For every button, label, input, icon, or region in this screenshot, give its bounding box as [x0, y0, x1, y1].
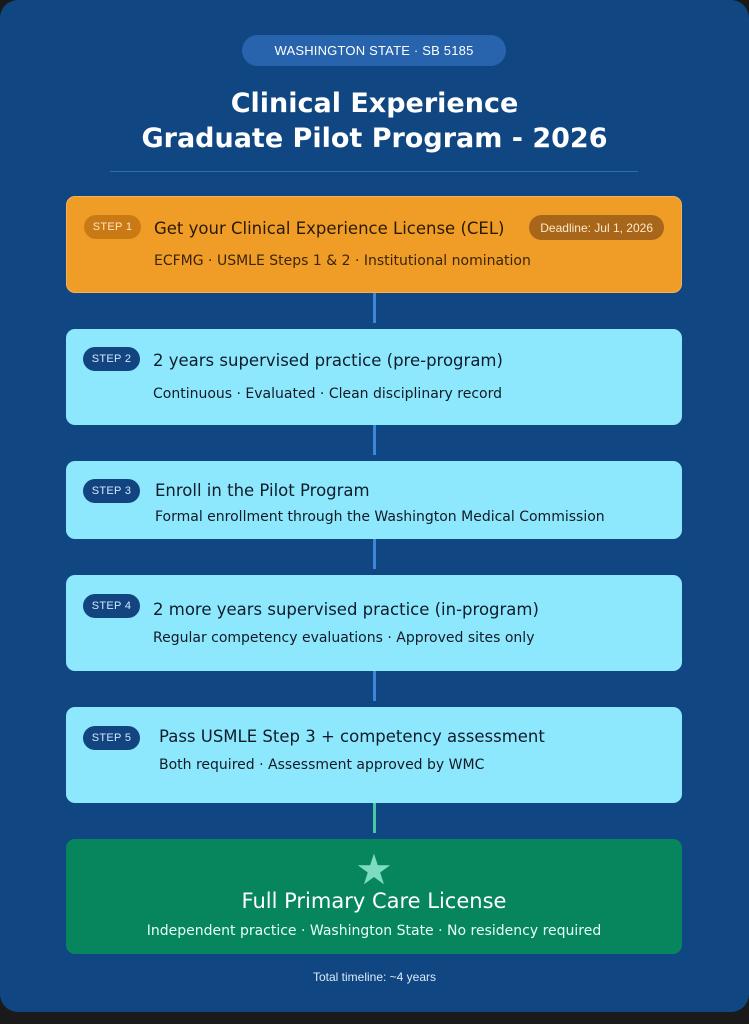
step-5-title: Pass USMLE Step 3 + competency assessment — [159, 727, 545, 746]
step-3-badge: STEP 3 — [83, 479, 140, 503]
connector-4-5 — [373, 671, 376, 701]
step-1-deadline-badge: Deadline: Jul 1, 2026 — [529, 215, 664, 240]
page-title — [0, 86, 749, 156]
step-1-badge: STEP 1 — [84, 215, 141, 239]
final-license-card — [66, 839, 682, 954]
step-1-card — [66, 196, 682, 293]
step-3-card — [66, 461, 682, 539]
step-5-card — [66, 707, 682, 803]
step-2-card — [66, 329, 682, 425]
step-2-title: 2 years supervised practice (pre-program) — [153, 351, 503, 370]
footer-timeline: Total timeline: ~4 years — [312, 970, 437, 984]
step-4-subtitle: Regular competency evaluations · Approved sites only — [153, 630, 535, 646]
connector-3-4 — [373, 539, 376, 569]
step-2-subtitle: Continuous · Evaluated · Clean disciplinary record — [153, 386, 502, 402]
connector-1-2 — [373, 293, 376, 323]
step-4-badge: STEP 4 — [83, 594, 140, 618]
connector-2-3 — [373, 425, 376, 455]
title-line-1: Clinical Experience — [230, 88, 519, 119]
step-5-badge: STEP 5 — [83, 726, 140, 750]
step-1-subtitle: ECFMG · USMLE Steps 1 & 2 · Institutional nomination — [154, 253, 531, 269]
header-pill: WASHINGTON STATE · SB 5185 — [242, 35, 506, 66]
final-subtitle: Independent practice · Washington State · No residency required — [146, 923, 602, 939]
step-4-title: 2 more years supervised practice (in-program) — [153, 600, 539, 619]
step-3-title: Enroll in the Pilot Program — [155, 481, 370, 500]
step-1-title: Get your Clinical Experience License (CEL) — [154, 219, 505, 238]
connector-5-final — [373, 803, 376, 833]
title-line-2: Graduate Pilot Program - 2026 — [141, 123, 608, 154]
step-4-card — [66, 575, 682, 671]
step-2-badge: STEP 2 — [83, 347, 140, 371]
step-5-subtitle: Both required · Assessment approved by WMC — [159, 757, 485, 773]
header-divider — [110, 171, 638, 172]
final-title: Full Primary Care License — [241, 889, 507, 913]
step-3-subtitle: Formal enrollment through the Washington Medical Commission — [155, 509, 605, 525]
star-icon: ★ — [355, 845, 393, 894]
